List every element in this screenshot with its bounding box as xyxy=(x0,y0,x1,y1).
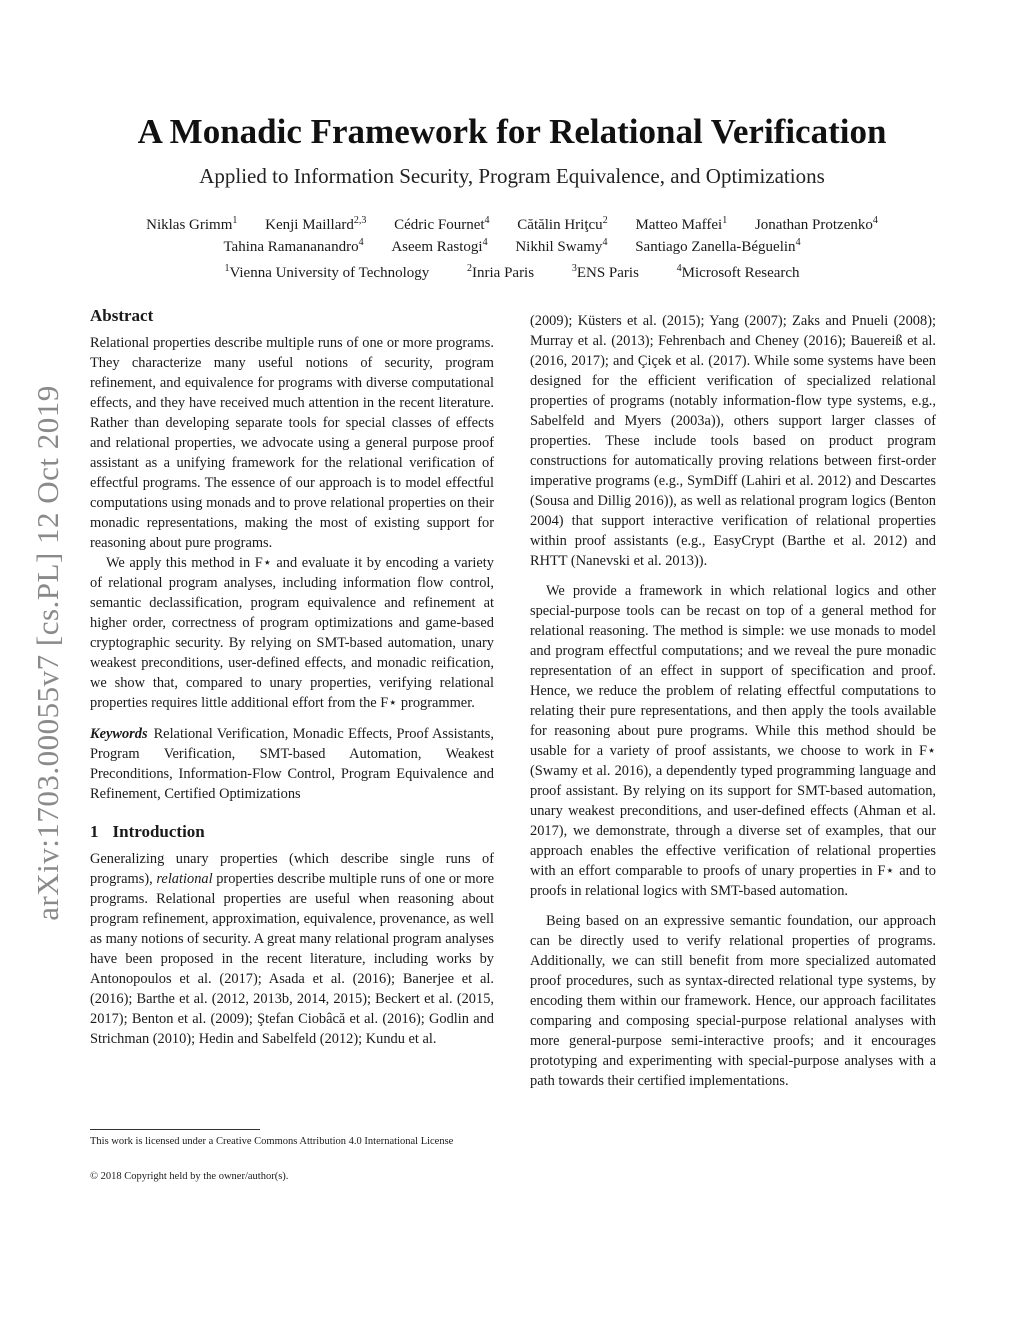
affiliation: $^2$Inria Paris xyxy=(467,263,535,281)
author: Nikhil Swamy$^4$ xyxy=(515,237,608,255)
author: Niklas Grimm$^1$ xyxy=(146,215,238,233)
abstract-heading: Abstract xyxy=(90,306,154,325)
intro-paragraph-1: Generalizing unary properties (which describe single runs of programs), relational properties describe multiple runs of one or more programs. Relational properties are useful when reasoning about program refinement, approximation, equivalence, provenance, as well as many notions of security. A great many relational program analyses have been proposed in the recent literature, including works by Antonopoulos et al. (2017); Asada et al. (2016); Banerjee et al. (2016); Barthe et al. (2012, 2013b, 2014, 2015); Beckert et al. (2015, 2017); Benton et al. (2009); Ştefan Ciobâcă et al. (2016); Godlin and Strichman (2010); Hedin and Sabelfeld (2012); Kundu et al. xyxy=(90,851,494,1047)
paper-subtitle: Applied to Information Security, Program Equivalence, and Optimizations xyxy=(199,164,825,188)
emphasis-relational: relational xyxy=(156,871,213,887)
author-row-1 xyxy=(0,214,1024,236)
left-column xyxy=(90,306,494,1049)
paper-title: A Monadic Framework for Relational Verification xyxy=(137,112,887,151)
author: Jonathan Protzenko$^4$ xyxy=(754,215,878,233)
author: Matteo Maffei$^1$ xyxy=(635,215,728,233)
affiliation: $^3$ENS Paris xyxy=(571,263,639,281)
keywords-text: Relational Verification, Monadic Effects, Proof Assistants, Program Verification, SMT-based Automation, Weakest Preconditions, Information-Flow Control, Program Equivalence and Refinement, Certified Optimizations xyxy=(90,726,494,802)
affiliation: $^1$Vienna University of Technology xyxy=(224,263,430,281)
author-list xyxy=(0,214,1024,258)
author-row-2 xyxy=(0,236,1024,258)
section-number: 1 xyxy=(90,822,99,841)
author: Kenji Maillard$^{2,3}$ xyxy=(265,215,367,233)
footnote-license: This work is licensed under a Creative Commons Attribution 4.0 International License xyxy=(90,1136,454,1147)
body-paragraph-continued: (2009); Küsters et al. (2015); Yang (2007); Zaks and Pnueli (2008); Murray et al. (2013); Fehrenbach and Cheney (2016); Bauereiß et al. (2016, 2017); and Çiçek et al. (2017). While some systems have been designed for the efficient verification of specialized relational properties of programs (notably information-flow type systems, e.g., Sabelfeld and Myers (2003a)), others support larger classes of properties. These include tools based on product program constructions for automatically proving relations between first-order imperative programs (e.g., SymDiff (Lahiri et al. 2012) and Descartes (Sousa and Dillig 2016)), as well as relational program logics (Benton 2004) that support interactive verification of relational properties within proof assistants (e.g., EasyCrypt (Barthe et al. 2012) and RHTT (Nanevski et al. 2013)). xyxy=(530,313,936,569)
affiliation: $^4$Microsoft Research xyxy=(676,263,800,281)
section-title: Introduction xyxy=(112,822,205,841)
author: Tahina Ramananandro$^4$ xyxy=(223,237,364,255)
footnote-rule xyxy=(90,1129,260,1130)
body-paragraph-framework: We provide a framework in which relational logics and other special-purpose tools can be recast on top of a general method for relational reasoning. The method is simple: we use monads to model and program effectful computations; and we reveal the pure monadic representation of an effect in support of specification and proof. Hence, we reduce the problem of relating effectful computations to relating their pure representations, and then apply the tools available for reasoning about pure programs. While this method should be usable for a variety of proof assistants, we choose to work in F⋆ (Swamy et al. 2016), a dependently typed programming language and proof assistant. By relying on its support for SMT-based automation, unary weakest preconditions, and user-defined effects (Ahman et al. 2017), we demonstrate, through a diverse set of examples, that our approach enables the effective verification of relational properties with an effort comparable to proofs of unary properties in F⋆ and to proofs in relational logics with SMT-based automation. xyxy=(530,583,936,899)
arxiv-identifier xyxy=(24,358,72,948)
keywords-label: Keywords xyxy=(90,726,148,742)
keywords xyxy=(90,724,494,804)
abstract-paragraph-1: Relational properties describe multiple runs of one or more programs. They characterize many useful notions of security, program refinement, and equivalence for programs with diverse computational effects, and they have received much attention in the recent literature. Rather than developing separate tools for special classes of effects and relational properties, we advocate using a general purpose proof assistant as a unifying framework for the relational verification of effectful programs. The essence of our approach is to model effectful computations using monads and to prove relational properties on their monadic representations, making the most of existing support for reasoning about pure programs. xyxy=(90,335,494,551)
abstract-paragraph-2: We apply this method in F⋆ and evaluate it by encoding a variety of relational program analyses, including information flow control, semantic declassification, program equivalence and refinement at higher order, correctness of program optimizations and game-based cryptographic security. By relying on SMT-based automation, unary weakest preconditions, user-defined effects, and monadic reification, we show that, compared to unary properties, verifying relational properties requires little additional effort from the F⋆ programmer. xyxy=(90,555,494,711)
author: Cătălin Hriţcu$^2$ xyxy=(517,215,608,233)
affiliation-list xyxy=(0,265,1024,282)
body-paragraph-semantic-foundation: Being based on an expressive semantic foundation, our approach can be directly used to verify relational properties of programs. Additionally, we can still benefit from more specialized automated proof procedures, such as syntax-directed relational type systems, by encoding them within our framework. Hence, our approach facilitates comparing and composing special-purpose relational analyses with more general-purpose semi-interactive proofs; and it encourages prototyping and experimenting with special-purpose analyses with a path towards their certified implementations. xyxy=(530,913,936,1089)
section-heading-introduction xyxy=(90,822,494,842)
footnote-copyright: © 2018 Copyright held by the owner/author(s). xyxy=(90,1171,289,1182)
arxiv-id-text: arXiv:1703.00055v7 [cs.PL] 12 Oct 2019 xyxy=(30,385,66,921)
right-column xyxy=(530,311,936,1091)
author: Cédric Fournet$^4$ xyxy=(394,215,490,233)
author: Aseem Rastogi$^4$ xyxy=(391,237,488,255)
author: Santiago Zanella-Béguelin$^4$ xyxy=(635,237,801,255)
